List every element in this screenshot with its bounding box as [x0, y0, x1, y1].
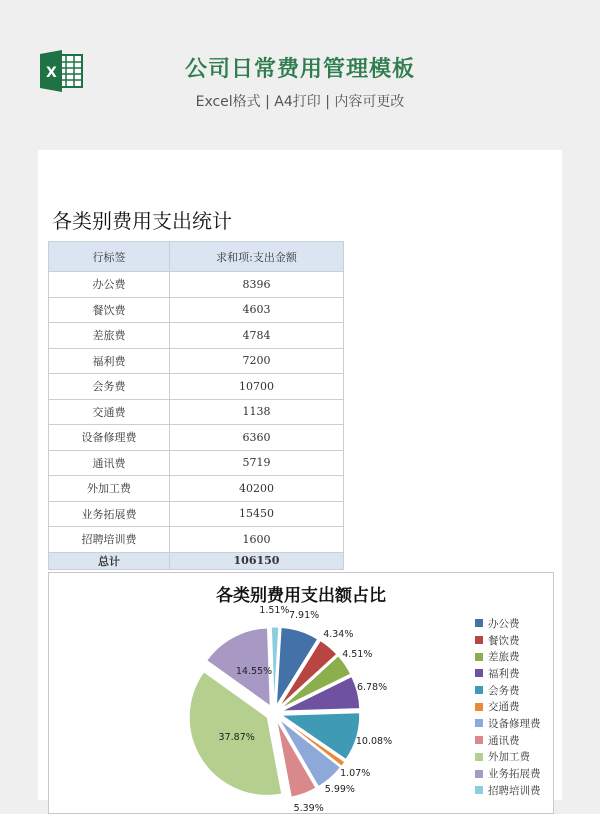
header [0, 0, 600, 150]
legend-item [475, 715, 541, 732]
row-label: 福利费 [49, 348, 170, 374]
legend-swatch-icon [475, 636, 483, 644]
row-label: 办公费 [49, 272, 170, 298]
svg-text:X: X [46, 65, 57, 81]
legend-item [475, 648, 541, 665]
pie-slice-label: 1.07% [340, 767, 371, 779]
legend-swatch-icon [475, 703, 483, 711]
pie-slice-label: 4.34% [323, 628, 354, 640]
row-value: 8396 [170, 272, 344, 298]
row-label: 交通费 [49, 399, 170, 425]
total-label: 总计 [49, 552, 170, 569]
legend-item [475, 615, 541, 632]
legend-label: 通讯费 [488, 734, 520, 747]
legend-item [475, 682, 541, 699]
legend-label: 差旅费 [488, 651, 520, 664]
legend-label: 会务费 [488, 684, 520, 697]
pie-slice-label: 5.39% [293, 802, 324, 814]
pie-slice-label: 14.55% [235, 665, 273, 677]
table-row [49, 527, 344, 553]
document-card [38, 150, 562, 814]
legend-item [475, 749, 541, 766]
legend-item [475, 665, 541, 682]
row-value: 6360 [170, 425, 344, 451]
table-row [49, 425, 344, 451]
legend-item [475, 698, 541, 715]
legend-item [475, 765, 541, 782]
row-label: 招聘培训费 [49, 527, 170, 553]
legend-label: 办公费 [488, 617, 520, 630]
table-row [49, 323, 344, 349]
row-value: 4603 [170, 297, 344, 323]
column-header: 行标签 [49, 242, 170, 272]
row-value: 15450 [170, 501, 344, 527]
section-title: 各类别费用支出统计 [52, 209, 232, 233]
row-label: 餐饮费 [49, 297, 170, 323]
total-row [49, 552, 344, 569]
legend-label: 业务拓展费 [488, 768, 541, 781]
table-header-row [49, 242, 344, 272]
table-row [49, 374, 344, 400]
legend-swatch-icon [475, 686, 483, 694]
row-label: 通讯费 [49, 450, 170, 476]
legend-swatch-icon [475, 753, 483, 761]
legend-label: 餐饮费 [488, 634, 520, 647]
row-label: 差旅费 [49, 323, 170, 349]
legend-item [475, 732, 541, 749]
legend-item [475, 632, 541, 649]
table-row [49, 501, 344, 527]
chart-title: 各类别费用支出额占比 [216, 586, 386, 606]
pie-slice-label: 10.08% [355, 735, 393, 747]
legend-swatch-icon [475, 786, 483, 794]
total-value: 106150 [170, 552, 344, 569]
table-row [49, 348, 344, 374]
page-title: 公司日常费用管理模板 [184, 57, 415, 82]
expense-table [48, 241, 344, 570]
row-label: 会务费 [49, 374, 170, 400]
row-label: 外加工费 [49, 476, 170, 502]
row-value: 7200 [170, 348, 344, 374]
row-value: 40200 [170, 476, 344, 502]
legend-label: 交通费 [488, 701, 520, 714]
table-row [49, 272, 344, 298]
legend-swatch-icon [475, 653, 483, 661]
table-row [49, 450, 344, 476]
table-row [49, 399, 344, 425]
table-row [49, 297, 344, 323]
row-value: 5719 [170, 450, 344, 476]
legend-swatch-icon [475, 719, 483, 727]
row-value: 1600 [170, 527, 344, 553]
legend-item [475, 782, 541, 799]
column-header: 求和项:支出金额 [170, 242, 344, 272]
legend-label: 设备修理费 [488, 717, 541, 730]
row-label: 业务拓展费 [49, 501, 170, 527]
legend-swatch-icon [475, 669, 483, 677]
pie-slice-label: 7.91% [288, 609, 320, 621]
excel-icon [38, 50, 84, 92]
legend-swatch-icon [475, 770, 483, 778]
row-label: 设备修理费 [49, 425, 170, 451]
pie-slice-label: 6.78% [356, 682, 388, 694]
row-value: 10700 [170, 374, 344, 400]
legend-label: 福利费 [488, 667, 520, 680]
pie-plot [179, 613, 369, 813]
legend-swatch-icon [475, 736, 483, 744]
pie-slice-label: 4.51% [342, 649, 373, 661]
page-subtitle: Excel格式 | A4打印 | 内容可更改 [195, 94, 405, 110]
pie-slice-label: 1.51% [259, 605, 290, 616]
row-value: 4784 [170, 323, 344, 349]
pie-slice-label: 37.87% [218, 732, 255, 744]
row-value: 1138 [170, 399, 344, 425]
chart-legend [475, 615, 541, 799]
legend-label: 外加工费 [488, 751, 530, 764]
legend-swatch-icon [475, 619, 483, 627]
table-row [49, 476, 344, 502]
pie-slice-label: 5.99% [324, 784, 355, 796]
legend-label: 招聘培训费 [488, 784, 541, 797]
pie-chart [48, 572, 554, 814]
